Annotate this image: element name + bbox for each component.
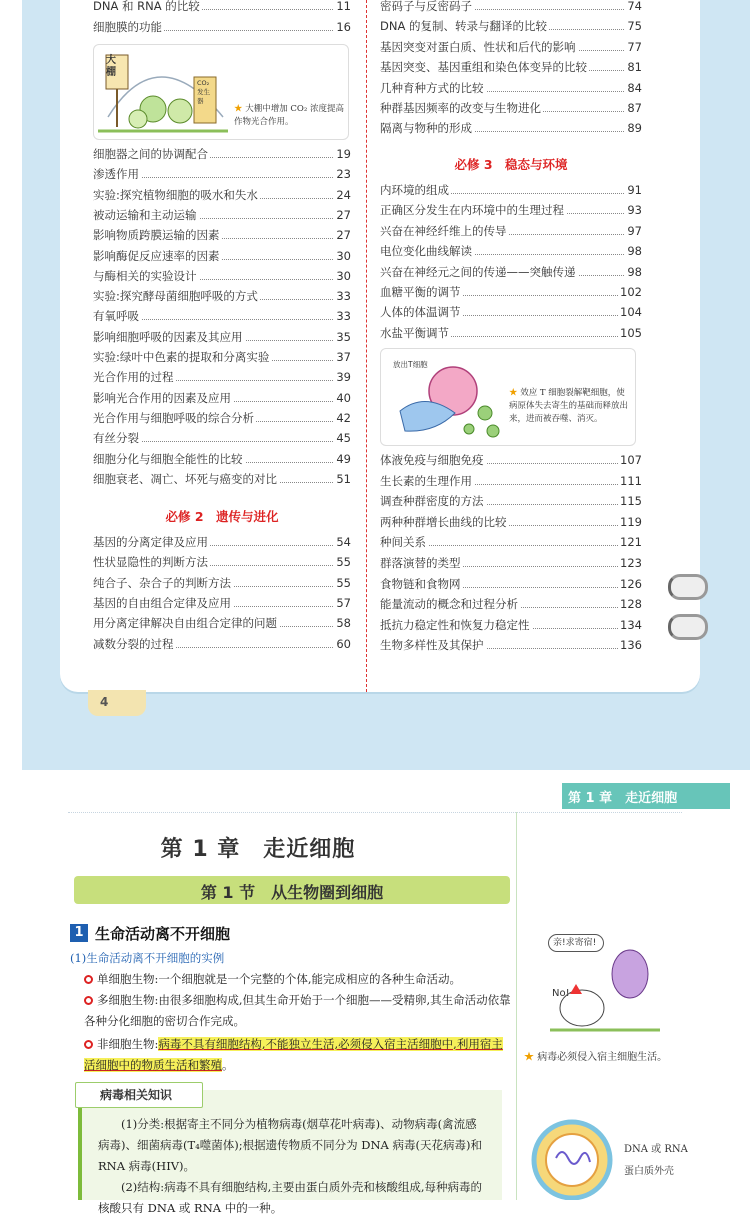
toc-entry-title: 兴奋在神经元之间的传递——突触传递 [380,264,576,279]
toc-entry[interactable] [380,99,642,117]
toc-entry[interactable] [380,636,642,654]
toc-entry-title: 影响酶促反应速率的因素 [93,248,220,263]
toc-entry-title: 实验:绿叶中色素的提取和分离实验 [93,350,270,364]
toc-entry-title: 能量流动的概念和过程分析 [380,597,518,612]
bullet-icon [84,1040,93,1049]
toc-entry-title: 被动运输和主动运输 [93,207,197,222]
toc-entry-page: 105 [620,325,642,340]
toc-entry-title: 与酶相关的实验设计 [93,268,197,283]
toc-section-heading: 必修 2 遗传与进化 [165,509,279,524]
toc-entry-page: 104 [620,305,642,320]
t-cell-illustration [380,348,636,446]
toc-entry-page: 54 [336,535,351,549]
toc-entry-title: 细胞膜的功能 [93,19,162,34]
toc-entry-page: 75 [627,19,642,34]
toc-entry-title: DNA 和 RNA 的比较 [93,0,200,13]
toc-entry[interactable] [93,145,351,163]
toc-entry-title: 影响光合作用的因素及应用 [93,390,231,405]
bullet-text: 单细胞生物:一个细胞就是一个完整的个体,能完成相应的各种生命活动。 [97,972,462,986]
co2-generator-label: CO₂ 发生器 [197,79,210,105]
toc-entry-title: 体液免疫与细胞免疫 [380,453,484,467]
bullet-multicellular [84,990,514,1032]
margin-line [516,812,517,1200]
toc-entry-title: 几种育种方式的比较 [380,80,484,95]
toc-entry-title: 减数分裂的过程 [93,636,174,651]
toc-entry-page: 39 [336,370,351,385]
toc-entry-page: 16 [336,19,351,34]
toc-entry[interactable] [380,472,642,490]
toc-entry[interactable] [380,38,642,56]
toc-entry-title: 细胞分化与细胞全能性的比较 [93,451,243,466]
toc-entry-title: 正确区分发生在内环境中的生理过程 [380,203,564,218]
toc-entry[interactable] [93,470,351,488]
toc-entry[interactable] [380,263,642,281]
bullet-end: 。 [222,1058,234,1072]
column-divider [366,0,367,692]
toc-entry-title: 水盐平衡调节 [380,325,449,340]
toc-entry[interactable] [93,389,351,407]
toc-entry[interactable] [380,303,642,321]
toc-entry[interactable] [380,575,642,593]
toc-entry[interactable] [380,222,642,240]
toc-entry[interactable] [380,181,642,199]
toc-entry[interactable] [380,492,642,510]
toc-entry[interactable] [93,348,351,366]
toc-entry-title: 兴奋在神经纤维上的传导 [380,223,507,238]
knowledge-tag [75,1082,203,1108]
toc-entry-title: 食物链和食物网 [380,576,461,591]
toc-entry-page: 33 [336,289,351,304]
star-icon: ★ [524,1052,534,1063]
cartoon-caption [524,1048,694,1063]
toc-entry[interactable] [93,614,351,632]
toc-entry-page: 98 [627,264,642,279]
toc-entry-page: 30 [336,248,351,263]
toc-entry-page: 42 [336,410,351,425]
toc-entry-page: 30 [336,268,351,283]
virus-label-nucleic: DNA 或 RNA [624,1144,688,1155]
heading: 生命活动离不开细胞 [95,925,231,943]
subheading: (1)生命活动离不开细胞的实例 [70,951,225,965]
toc-entry[interactable] [93,186,351,204]
t-cell-caption-text: 效应 T 细胞裂解靶细胞，使病原体失去寄生的基础而释放出来，进而被吞噬、消灭。 [509,388,629,424]
toc-entry-page: 107 [620,453,642,467]
toc-entry[interactable] [380,595,642,613]
toc-entry[interactable] [93,247,351,265]
virus-structure-diagram [528,1118,618,1200]
toc-entry-page: 55 [336,575,351,590]
toc-entry-title: 影响物质跨膜运输的因素 [93,228,220,243]
ruled-line [68,812,682,813]
toc-entry-title: DNA 的复制、转录与翻译的比较 [380,19,547,34]
star-icon: ★ [234,104,243,114]
toc-entry-title: 有丝分裂 [93,431,139,446]
toc-entry-page: 27 [336,207,351,222]
toc-entry[interactable] [93,226,351,244]
toc-section-heading: 必修 3 稳态与环境 [454,157,568,172]
t-cell-caption [509,387,631,426]
toc-entry[interactable] [93,553,351,571]
toc-entry-title: 调查种群密度的方法 [380,494,484,509]
toc-entry[interactable] [380,533,642,551]
toc-entry[interactable] [93,267,351,285]
toc-entry-title: 血糖平衡的调节 [380,285,461,299]
toc-entry-page: 93 [627,203,642,218]
toc-entry-title: 抵抗力稳定性和恢复力稳定性 [380,617,530,632]
toc-entry-page: 33 [336,309,351,324]
toc-entry-title: 生长素的生理作用 [380,473,472,488]
toc-entry-page: 58 [336,616,351,631]
toc-entry[interactable] [93,307,351,325]
toc-entry-page: 74 [625,0,642,15]
toc-entry-page: 49 [336,451,351,466]
bullet-lead: 非细胞生物: [97,1037,159,1051]
toc-entry-title: 影响细胞呼吸的因素及其应用 [93,329,243,344]
toc-entry-page: 123 [620,556,642,570]
bullet-unicellular [84,969,514,990]
toc-entry-title: 细胞器之间的协调配合 [93,147,208,161]
toc-entry-page: 40 [336,390,351,405]
toc-entry-title: 基因的自由组合定律及应用 [93,595,231,610]
greenhouse-caption [234,103,344,129]
toc-entry[interactable] [93,450,351,468]
highlighted-text: 病毒不具有细胞结构,不能独立生活,必须侵入宿主活细胞中,利用宿主活细胞中的物质生活和繁殖 [84,1037,503,1072]
toc-entry[interactable] [93,429,351,447]
toc-entry-title: 光合作用与细胞呼吸的综合分析 [93,410,254,425]
toc-entry-title: 细胞衰老、凋亡、坏死与癌变的对比 [93,471,277,486]
toc-entry-title: 种间关系 [380,535,426,550]
toc-entry-page: 11 [334,0,351,15]
toc-entry[interactable] [380,17,642,35]
lesson-page [0,770,750,1215]
cartoon-caption-text: 病毒必须侵入宿主细胞生活。 [537,1052,668,1063]
chapter-tab [562,783,730,809]
toc-entry-title: 基因突变对蛋白质、性状和后代的影响 [380,39,576,54]
toc-entry[interactable] [380,201,642,219]
toc-entry[interactable] [380,283,642,301]
toc-entry[interactable] [93,0,351,15]
toc-entry-page: 98 [627,244,642,259]
toc-entry-title: 基因的分离定律及应用 [93,535,208,549]
toc-entry-title: 用分离定律解决自由组合定律的问题 [93,616,277,631]
toc-entry-page: 35 [336,329,351,344]
star-icon: ★ [509,388,518,398]
chicken-speech: No! [552,988,570,999]
toc-entry[interactable] [93,328,351,346]
toc-entry-page: 87 [627,101,642,115]
toc-entry[interactable] [93,287,351,305]
toc-entry-title: 实验:探究植物细胞的吸水和失水 [93,187,258,202]
toc-entry-page: 91 [627,183,642,197]
toc-entry-title: 实验:探究酵母菌细胞呼吸的方式 [93,289,258,304]
toc-entry-title: 基因突变、基因重组和染色体变异的比较 [380,60,587,75]
virus-label-capsid: 蛋白质外壳 [624,1166,674,1177]
toc-entry[interactable] [93,409,351,427]
toc-entry-page: 37 [336,350,351,364]
toc-entry-title: 内环境的组成 [380,183,449,197]
toc-entry-page: 89 [627,121,642,136]
toc-entry[interactable] [380,0,642,15]
toc-entry-page: 136 [620,638,642,653]
toc-entry-title: 渗透作用 [93,167,139,182]
toc-entry[interactable] [380,554,642,572]
toc-entry-title: 种群基因频率的改变与生物进化 [380,101,541,115]
toc-entry-title: 电位变化曲线解读 [380,244,472,259]
bullet-noncellular [84,1034,514,1076]
section-banner [74,876,510,904]
bullet-icon [84,996,93,1005]
toc-entry-page: 23 [336,167,351,182]
toc-entry-page: 128 [620,597,642,612]
toc-entry-page: 97 [627,223,642,238]
toc-entry-title: 有氧呼吸 [93,309,139,324]
toc-entry[interactable] [380,119,642,137]
toc-entry-page: 84 [627,80,642,95]
page-number-tab [88,690,146,716]
toc-entry-title: 生物多样性及其保护 [380,638,484,653]
toc-entry-page: 45 [336,431,351,446]
toc-entry-page: 115 [620,494,642,509]
toc-entry[interactable] [93,635,351,653]
toc-entry-page: 60 [336,636,351,651]
toc-entry-title: 密码子与反密码子 [380,0,472,13]
t-cell-label: 放出T细胞 [393,360,428,369]
toc-entry-page: 102 [620,285,642,299]
toc-entry[interactable] [380,58,642,76]
toc-entry[interactable] [380,79,642,97]
greenhouse-sign: 大棚 [106,55,116,78]
toc-entry-page: 126 [620,576,642,591]
toc-entry[interactable] [380,324,642,342]
bullet-icon [84,975,93,984]
chapter-title: 第 1 章 走近细胞 [160,837,356,862]
toc-entry-title: 隔离与物种的形成 [380,121,472,136]
toc-entry[interactable] [380,451,642,469]
toc-entry-page: 111 [620,473,642,488]
toc-entry-title: 光合作用的过程 [93,370,174,385]
toc-entry-page: 55 [336,555,351,570]
toc-entry[interactable] [380,513,642,531]
page-number: 4 [100,695,109,709]
toc-entry-page: 121 [620,535,642,550]
greenhouse-illustration [93,44,349,140]
toc-entry[interactable] [93,533,351,551]
toc-entry-title: 人体的体温调节 [380,305,461,320]
knowledge-para-2: (2)结构:病毒不具有细胞结构,主要由蛋白质外壳和核酸组成,每种病毒的核酸只有 DNA 或 RNA 中的一种。 [98,1180,482,1215]
toc-entry-title: 性状显隐性的判断方法 [93,555,208,570]
toc-entry[interactable] [380,242,642,260]
toc-entry-page: 77 [627,39,642,54]
binder-ring-icon [668,614,708,640]
heading-number: 1 [70,924,88,942]
toc-entry-page: 51 [336,471,351,486]
toc-entry-page: 81 [627,60,642,75]
bullet-text: 多细胞生物:由很多细胞构成,但其生命开始于一个细胞——受精卵,其生命活动依靠各种分化细胞的密切合作完成。 [84,993,511,1028]
knowledge-tag-label: 病毒相关知识 [100,1088,173,1102]
toc-entry-title: 两种种群增长曲线的比较 [380,514,507,529]
toc-entry-page: 57 [336,595,351,610]
toc-entry[interactable] [380,616,642,634]
greenhouse-caption-text: 大棚中增加 CO₂ 浓度提高作物光合作用。 [234,104,345,127]
toc-entry-title: 纯合子、杂合子的判断方法 [93,575,231,590]
toc-entry[interactable] [93,368,351,386]
toc-entry-title: 群落演替的类型 [380,556,461,570]
section-title: 第 1 节 从生物圈到细胞 [200,883,384,902]
toc-entry[interactable] [93,165,351,183]
chapter-tab-label: 第 1 章 走近细胞 [568,791,678,806]
toc-entry-page: 27 [336,228,351,243]
toc-entry[interactable] [93,206,351,224]
toc-entry[interactable] [93,574,351,592]
knowledge-para-1: (1)分类:根据寄主不同分为植物病毒(烟草花叶病毒)、动物病毒(禽流感病毒)、细菌病毒(T₄噬菌体);根据遗传物质不同分为 DNA 病毒(天花病毒)和 RNA 病毒(HIV)。 [98,1117,482,1173]
toc-entry-page: 19 [336,147,351,161]
toc-entry-page: 134 [620,617,642,632]
toc-entry[interactable] [93,18,351,36]
toc-entry-page: 119 [620,514,642,529]
toc-entry[interactable] [93,594,351,612]
toc-entry-page: 24 [336,187,351,202]
binder-ring-icon [668,574,708,600]
speech-bubble: 亲!求寄宿! [548,934,604,952]
